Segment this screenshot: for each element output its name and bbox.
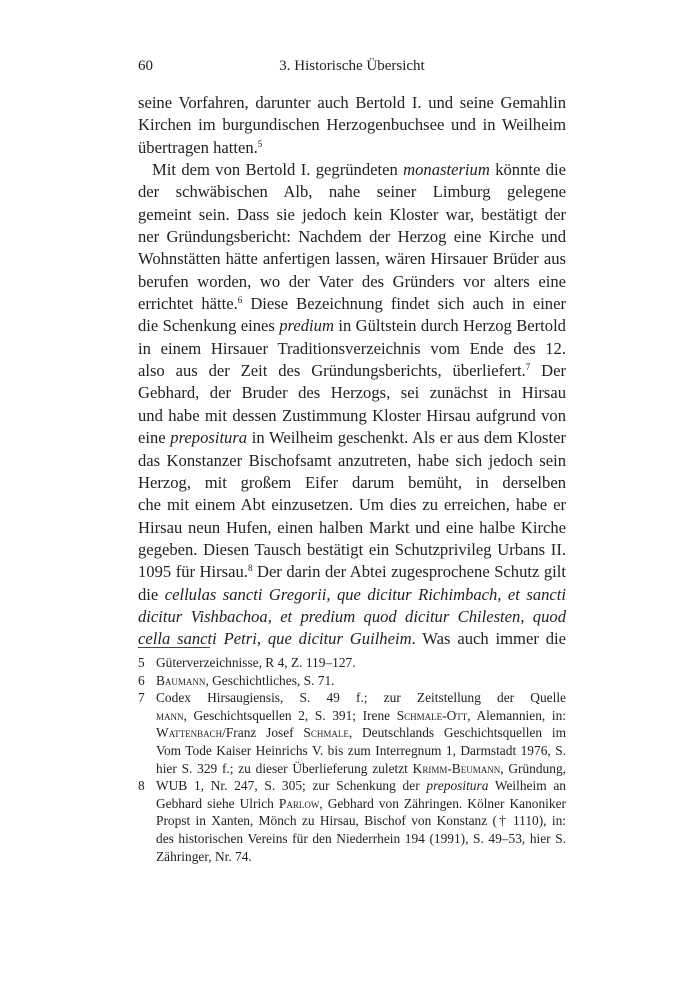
footnote-divider [138,647,210,648]
footnote-6 [138,672,566,690]
footnotes [138,654,566,865]
text-line: gemeint sein. Dass sie jedoch kein Kloster war, bestätigt der [138,204,566,224]
footnote-number: 6 [138,672,145,688]
text-line: Kirchen im burgundischen Herzogenbuchsee und in Weilheim [138,115,566,135]
page-header [138,58,566,78]
text-line: ner Gründungsbericht: Nachdem der Herzog eine Kirche und [138,227,566,247]
footnote-line: Güterverzeichnisse, R 4, Z. 119–127. [156,655,356,670]
text-line: übertragen hatten.$^5$ [138,137,263,157]
text-line: Herzog, mit großem Eifer darum bemüht, in derselben [138,472,566,492]
footnote-number: 7 [138,690,145,706]
footnote-line: Baumann, Geschichtliches, S. 71. [156,672,335,688]
footnote-line: Codex Hirsaugiensis, S. 49 f.; zur Zeitstellung der Quelle [156,690,566,706]
footnote-7 [138,689,566,777]
text-line: cella sancti Petri, que dicitur Guilheim. Was auch immer die [138,629,566,649]
text-line: eine prepositura in Weilheim geschenkt. Als er aus dem Kloster [138,428,566,448]
footnote-line: Gebhard siehe Ulrich Parlow, Gebhard von Zähringen. Kölner Kanoniker [156,795,566,811]
text-line: die Schenkung eines predium in Gültstein durch Herzog Bertold [138,316,566,336]
text-line: dicitur Vishbachoa, et predium quod dicitur Chilesten, quod [138,606,566,626]
footnote-line: hier S. 329 f.; zu dieser Überlieferung zuletzt Krimm-Beumann, Gründung, [156,760,566,776]
text-line: der schwäbischen Alb, nahe seiner Limburg gelegene [138,182,566,202]
text-line: in einem Hirsauer Traditionsverzeichnis vom Ende des 12. [138,338,566,358]
text-line: Mit dem von Bertold I. gegründeten monasterium könnte die [152,160,566,180]
footnote-ref: 5 [257,138,263,149]
footnote-number: 5 [138,655,145,670]
main-text [138,92,566,651]
footnote-8 [138,777,566,865]
footnote-line: mann, Geschichtsquellen 2, S. 391; Irene Schmale-Ott, Alemannien, in: [156,707,566,723]
text-line: gegeben. Diesen Tausch bestätigt ein Schutzprivileg Urbans II. [138,539,566,559]
text-line: 1095 für Hirsau.$^8$ Der darin der Abtei zugesprochene Schutz gilt [138,562,566,582]
text-line: und habe mit dessen Zustimmung Kloster Hirsau aufgrund von [138,405,566,425]
footnote-number: 8 [138,778,145,794]
footnote-line: Vom Tode Kaiser Heinrichs V. bis zum Interregnum 1, Darmstadt 1976, S. [156,742,566,758]
text-line: Hirsau neun Hufen, einen halben Markt und eine halbe Kirche [138,517,566,537]
footnote-5 [138,654,566,672]
text-line: das Konstanzer Bischofsamt anzutreten, habe sich jedoch sein [138,450,566,470]
running-title: 3. Historische Übersicht [279,58,425,74]
text-line: che mit einem Abt einzusetzen. Um dies zu erreichen, habe er [138,495,566,515]
text-line: Wohnstätten hätte anfertigen lassen, wären Hirsauer Brüder aus [138,249,566,269]
footnote-line: Zähringer, Nr. 74. [156,848,252,864]
footnote-line: Wattenbach/Franz Josef Schmale, Deutschlands Geschichtsquellen im [156,725,566,741]
footnote-line: WUB 1, Nr. 247, S. 305; zur Schenkung der prepositura Weilheim an [156,778,566,794]
text-line: errichtet hätte.$^6$ Diese Bezeichnung findet sich auch in einer [138,294,566,314]
footnote-line: des historischen Vereins für den Niederrhein 194 (1991), S. 49–53, hier S. [156,830,566,846]
page-number: 60 [138,58,153,74]
footnote-ref: 6 [237,295,243,306]
text-line: also aus der Zeit des Gründungsberichts, überliefert.$^7$ Der [138,361,566,381]
text-line: seine Vorfahren, darunter auch Bertold I. und seine Gemahlin [138,93,566,112]
text-line: die cellulas sancti Gregorii, que dicitur Richimbach, et sancti [138,584,566,604]
text-line: berufen worden, wo der Vater des Gründers vor alters eine [138,271,566,291]
text-line: Gebhard, der Bruder des Herzogs, sei zunächst in Hirsau [138,383,566,403]
footnote-line: Propst in Xanten, Mönch zu Hirsau, Bischof von Konstanz († 1110), in: [156,813,566,829]
footnote-ref: 7 [525,362,531,373]
footnote-ref: 8 [247,563,253,574]
